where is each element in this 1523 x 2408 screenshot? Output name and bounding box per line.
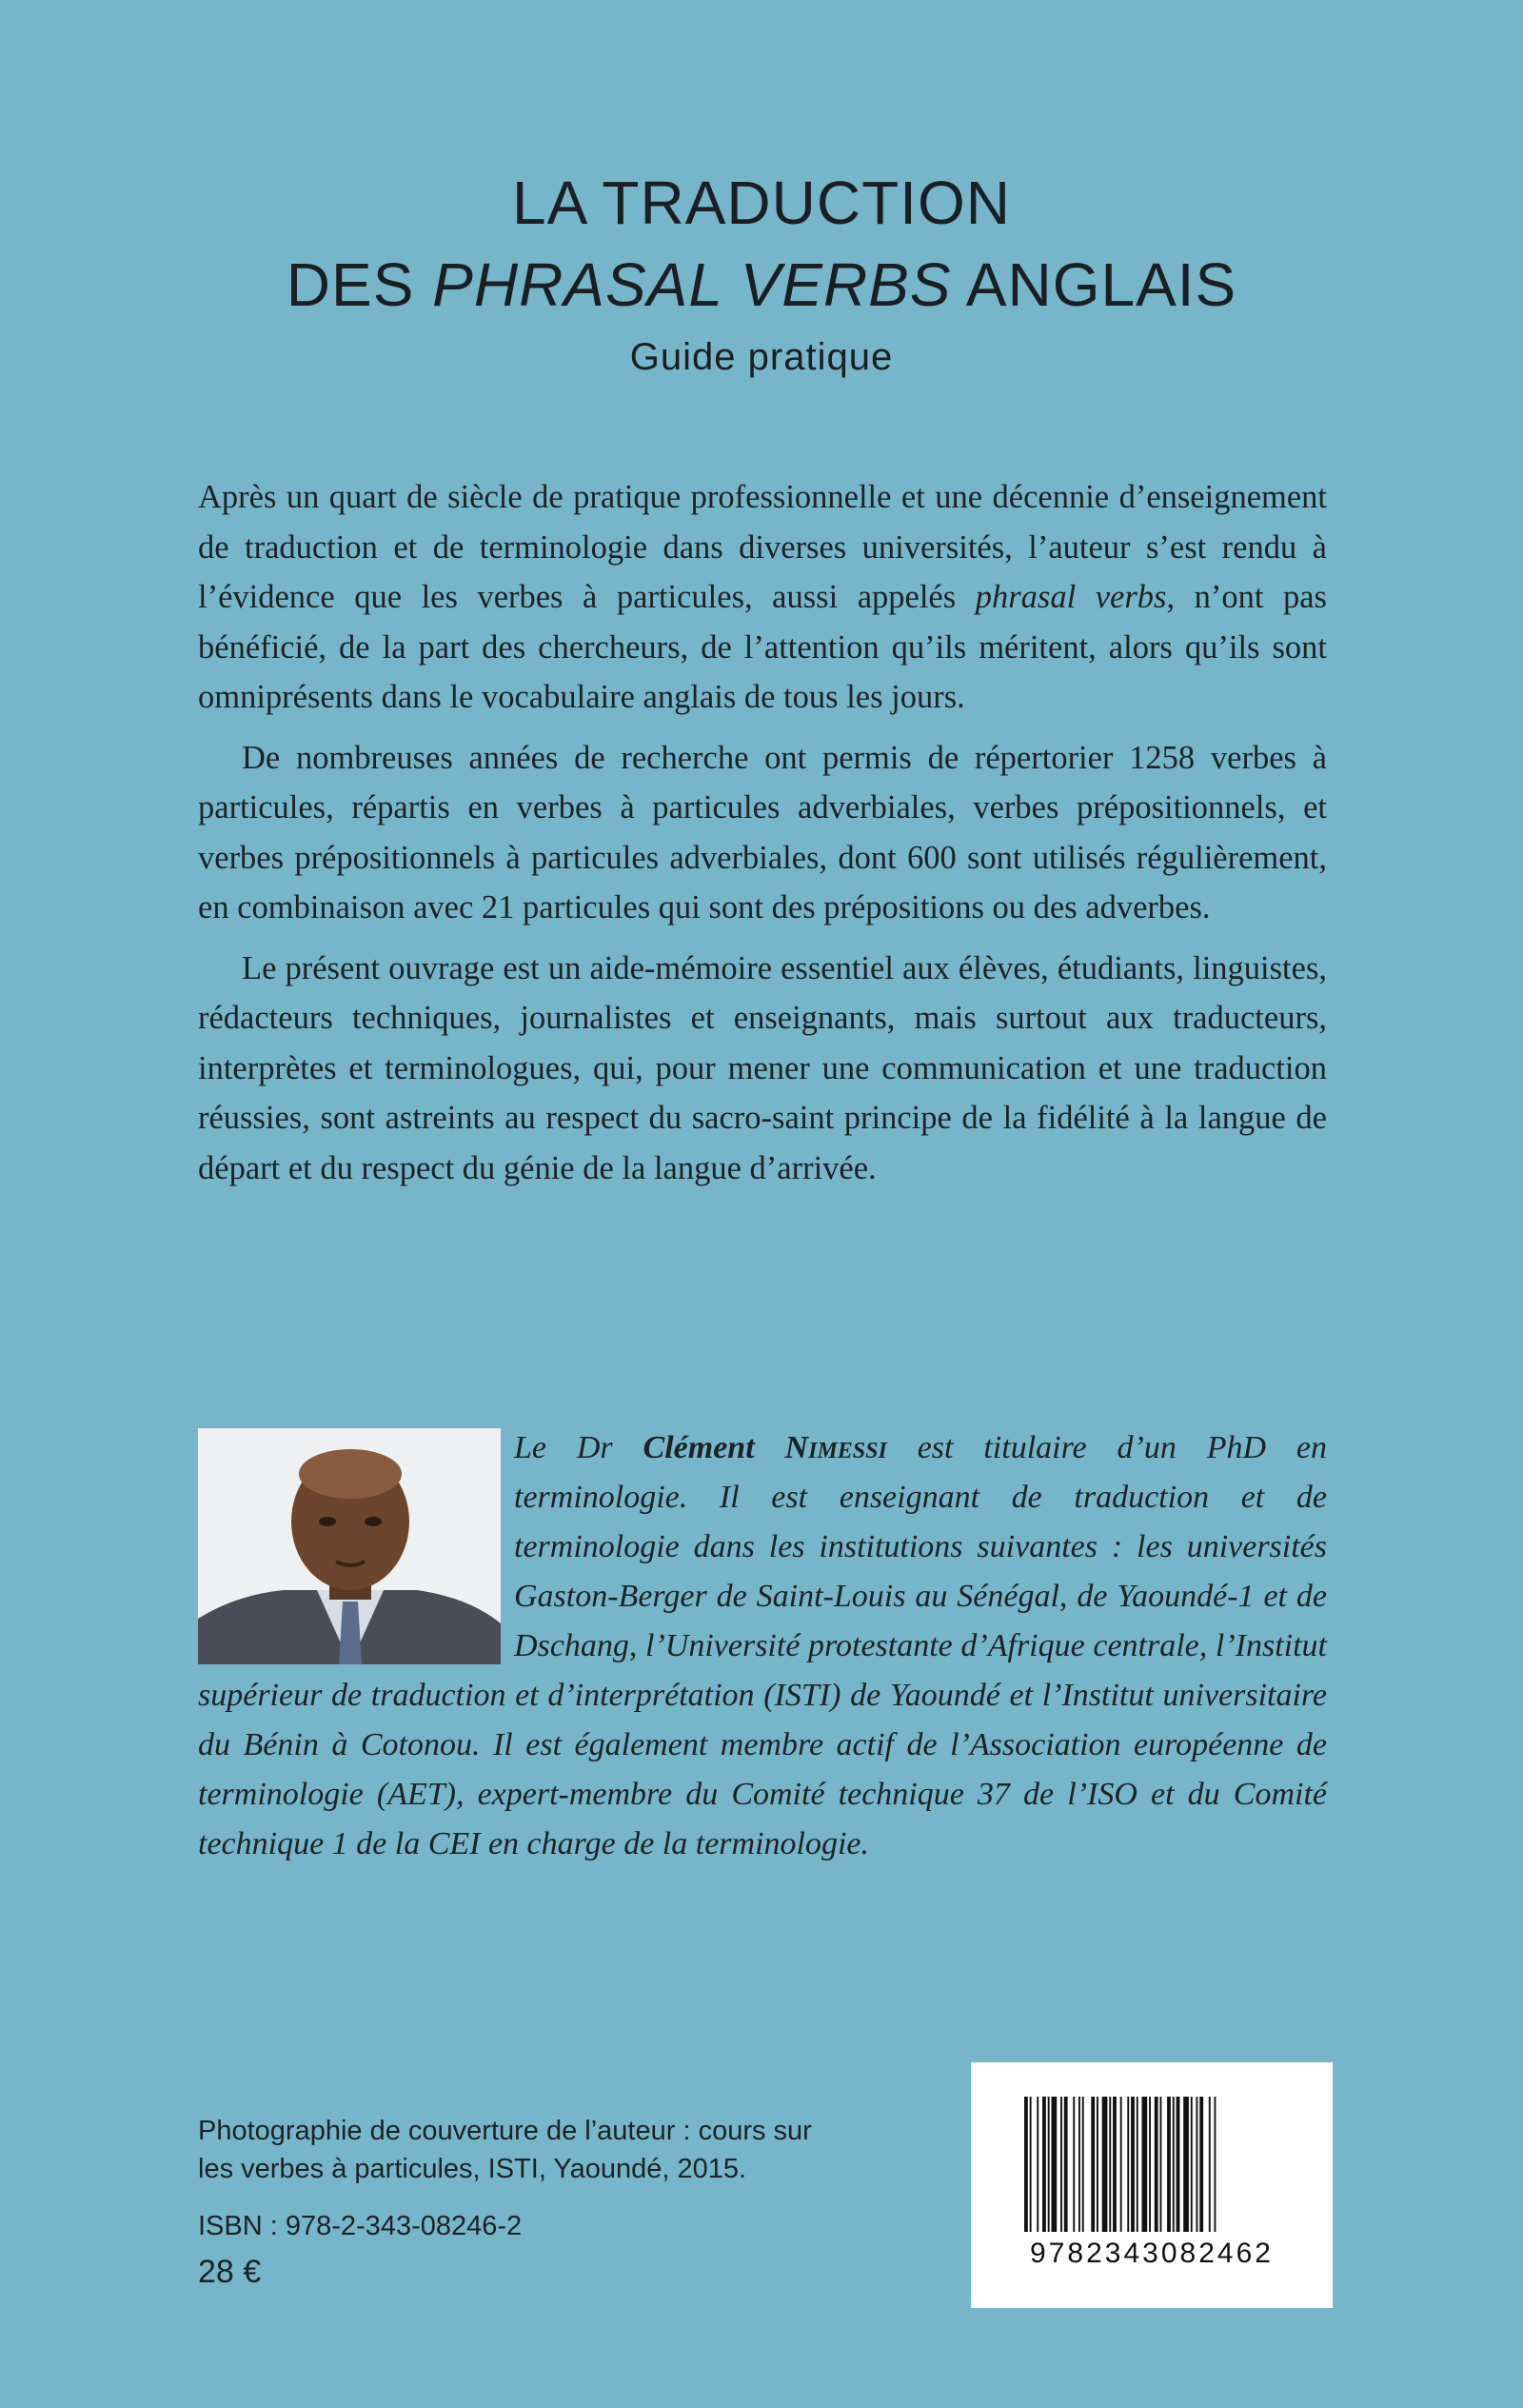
blurb-paragraph-3: Le présent ouvrage est un aide-mémoire essentiel aux élèves, étudiants, linguistes, rédacteurs techniques, journalistes et enseignants, mais surtout aux traducteurs, interprètes et terminologues, qui, pour mener une communication et une traduction réussies, sont astreints au respect du sacro-saint principe de la fidélité à la langue de départ et du respect du génie de la langue d’arrivée. bbox=[198, 949, 1327, 1186]
book-subtitle: Guide pratique bbox=[629, 336, 894, 378]
barcode-bar bbox=[1091, 2097, 1095, 2232]
author-last-name: Nimessi bbox=[784, 1430, 887, 1465]
barcode-bars bbox=[1024, 2097, 1279, 2232]
barcode-bar bbox=[1215, 2097, 1216, 2232]
author-first-name: Clément bbox=[643, 1430, 755, 1465]
barcode-bar bbox=[1060, 2097, 1062, 2232]
barcode-bar bbox=[1073, 2097, 1075, 2232]
barcode-bar bbox=[1142, 2097, 1148, 2232]
bio-prefix: Le Dr bbox=[514, 1430, 643, 1465]
barcode-bar bbox=[1173, 2097, 1175, 2232]
barcode-bar bbox=[1082, 2097, 1084, 2232]
barcode-bar bbox=[1167, 2097, 1171, 2232]
barcode-bar bbox=[1064, 2097, 1068, 2232]
isbn: ISBN : 978-2-343-08246-2 bbox=[198, 2211, 523, 2241]
bio-text: est titulaire d’un PhD en terminologie. Il est enseignant de traduction et de terminologie dans les institutions suivantes : les universités Gaston-Berger de Saint-Louis au Sénégal, de Yaoundé-1 et de Dschang, l’Université protestante d’Afrique centrale, l’Institut supérieur de traduction et d’interprétation (ISTI) de Yaoundé et l’Institut universitaire du Bénin à Cotonou. Il est également membre actif de l’Association européenne de terminologie (AET), expert-membre du Comité technique 37 de l’ISO et du Comité technique 1 de la CEI en charge de la terminologie. bbox=[198, 1430, 1328, 1861]
barcode-bar bbox=[1160, 2097, 1162, 2232]
photo-credit-line-1: Photographie de couverture de l’auteur : cours sur bbox=[198, 2116, 812, 2146]
barcode-bar bbox=[1037, 2097, 1038, 2232]
barcode-bar bbox=[1042, 2097, 1046, 2232]
barcode-bar bbox=[1120, 2097, 1122, 2232]
barcode-bar bbox=[1024, 2097, 1028, 2232]
barcode-bar bbox=[1131, 2097, 1135, 2232]
barcode bbox=[971, 2062, 1333, 2308]
photo-credit bbox=[198, 2112, 921, 2188]
barcode-bar bbox=[1197, 2097, 1198, 2232]
barcode-bar bbox=[1030, 2097, 1032, 2232]
blurb-p1-text-a: Après un quart de siècle de pratique professionnelle et une décennie d’enseignement de traduction et de terminologie dans diverses universités, l’auteur s’est rendu à l’évidence que les verbes à particules, aussi appelés bbox=[198, 479, 1327, 615]
blurb-p1-italic: phrasal verbs bbox=[975, 579, 1167, 615]
author-bio bbox=[198, 1423, 1327, 1869]
book-title bbox=[0, 162, 1523, 326]
barcode-bar bbox=[1109, 2097, 1111, 2232]
blurb-paragraph-1 bbox=[198, 472, 1327, 723]
title-line-1: LA TRADUCTION bbox=[512, 169, 1011, 237]
barcode-bar bbox=[1183, 2097, 1189, 2232]
barcode-bar bbox=[1127, 2097, 1129, 2232]
barcode-bar bbox=[1209, 2097, 1211, 2232]
title-line-2-suffix: ANGLAIS bbox=[951, 250, 1237, 319]
barcode-bar bbox=[1191, 2097, 1193, 2232]
blurb-p1-text-b: , n’ont pas bénéficié, de la part des chercheurs, de l’attention qu’ils méritent, alors qu’ils sont omniprésents dans le vocabulaire anglais de tous les jours. bbox=[198, 579, 1327, 715]
barcode-bar bbox=[1052, 2097, 1058, 2232]
barcode-bar bbox=[1155, 2097, 1158, 2232]
title-line-2 bbox=[0, 244, 1523, 326]
back-cover-blurb bbox=[198, 472, 1327, 1204]
photo-credit-line-2: les verbes à particules, ISTI, Yaoundé, 2015. bbox=[198, 2154, 747, 2184]
photo-spacer bbox=[198, 1423, 514, 1669]
barcode-number: 9782343082462 bbox=[1030, 2238, 1274, 2269]
barcode-bar bbox=[1199, 2097, 1203, 2232]
title-phrasal-verbs: PHRASAL VERBS bbox=[432, 250, 952, 319]
barcode-bar bbox=[1097, 2097, 1098, 2232]
barcode-bar bbox=[1102, 2097, 1108, 2232]
title-line-2-prefix: DES bbox=[286, 250, 433, 319]
barcode-bar bbox=[1048, 2097, 1050, 2232]
barcode-bar bbox=[1177, 2097, 1180, 2232]
blurb-paragraph-2: De nombreuses années de recherche ont permis de répertorier 1258 verbes à particules, répartis en verbes à particules adverbiales, verbes prépositionnels, et verbes prépositionnels à particules adverbiales, dont 600 sont utilisés régulièrement, en combinaison avec 21 particules qui sont des prépositions ou des adverbes. bbox=[198, 739, 1327, 925]
barcode-bar bbox=[1137, 2097, 1138, 2232]
barcode-bar bbox=[1149, 2097, 1151, 2232]
barcode-bar bbox=[1078, 2097, 1080, 2232]
barcode-bar bbox=[1113, 2097, 1117, 2232]
price: 28 € bbox=[198, 2254, 262, 2290]
